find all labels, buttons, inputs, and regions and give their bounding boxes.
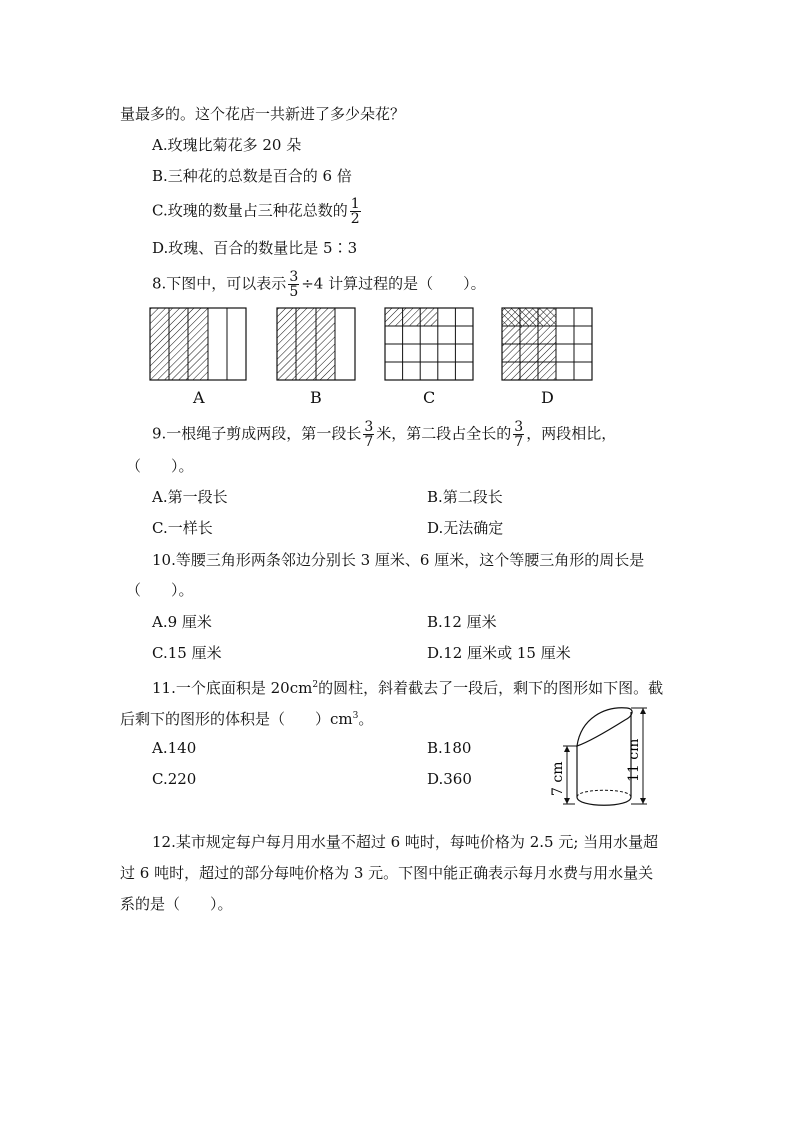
figure-c — [385, 308, 473, 380]
q7-option-b: B.三种花的总数是百合的 6 倍 — [152, 167, 352, 185]
q7-option-c: C.玫瑰的数量占三种花总数的 $\frac{1}{2}$ — [152, 196, 360, 227]
figure-a — [150, 308, 246, 380]
q9-option-c: C.一样长 — [152, 519, 213, 537]
q10-question: 10.等腰三角形两条邻边分别长 3 厘米、6 厘米，这个等腰三角形的周长是 — [152, 551, 645, 569]
q12-line2: 过 6 吨时，超过的部分每吨价格为 3 元。下图中能正确表示每月水费与用水量关 — [120, 864, 654, 882]
q11-question-line1: 11.一个底面积是 $20cm^2$的圆柱，斜着截去了一段后，剩下的图形如下图。截 — [152, 679, 664, 697]
fraction: $\frac{3}{7}$ — [364, 419, 374, 450]
label-b: B — [310, 388, 322, 407]
q10-option-c: C.15 厘米 — [152, 644, 222, 662]
q9-option-d: D.无法确定 — [427, 519, 504, 537]
q9-option-b: B.第二段长 — [427, 488, 503, 506]
q8-figures — [140, 298, 610, 388]
q7-option-d: D.玫瑰、百合的数量比是 5∶3 — [152, 239, 358, 257]
label-d: D — [541, 388, 554, 407]
q11-question-line2: 后剩下的图形的体积是（ ）$cm^3$。 — [120, 710, 374, 728]
q11-option-b: B.180 — [427, 739, 472, 757]
fraction: $\frac{1}{2}$ — [350, 196, 360, 227]
q10-blank: （ ）。 — [126, 581, 194, 599]
q12-line3: 系的是（ ）。 — [120, 895, 233, 913]
fraction: $\frac{3}{7}$ — [514, 419, 524, 450]
fraction: $\frac{3}{5}$ — [289, 269, 299, 300]
figure-d — [502, 308, 592, 380]
q9-blank: （ ）。 — [126, 457, 194, 475]
label-a: A — [193, 388, 205, 407]
q9-question: 9.一根绳子剪成两段，第一段长 $\frac{3}{7}$ 米，第二段占全长的 $\frac{3}{7}$ ，两段相比， — [152, 419, 617, 450]
dim-11cm: 11 cm — [626, 738, 642, 782]
q7-option-a: A.玫瑰比菊花多 20 朵 — [152, 136, 302, 154]
dim-7cm: 7 cm — [550, 761, 566, 796]
q7-text: 量最多的。这个花店一共新进了多少朵花？ — [120, 105, 406, 123]
q11-option-a: A.140 — [152, 739, 197, 757]
q11-option-c: C.220 — [152, 770, 197, 788]
cut-cylinder-figure — [550, 700, 665, 815]
label-c: C — [423, 388, 436, 407]
q11-option-d: D.360 — [427, 770, 472, 788]
q8-question: 8.下图中，可以表示 $\frac{3}{5}$ ÷4 计算过程的是（ ）。 — [152, 269, 486, 300]
q10-option-b: B.12 厘米 — [427, 613, 497, 631]
q9-option-a: A.第一段长 — [152, 488, 228, 506]
q10-option-a: A.9 厘米 — [152, 613, 212, 631]
q12-line1: 12.某市规定每户每月用水量不超过 6 吨时，每吨价格为 2.5 元; 当用水量超 — [152, 833, 659, 851]
figure-b — [277, 308, 355, 380]
q10-option-d: D.12 厘米或 15 厘米 — [427, 644, 571, 662]
